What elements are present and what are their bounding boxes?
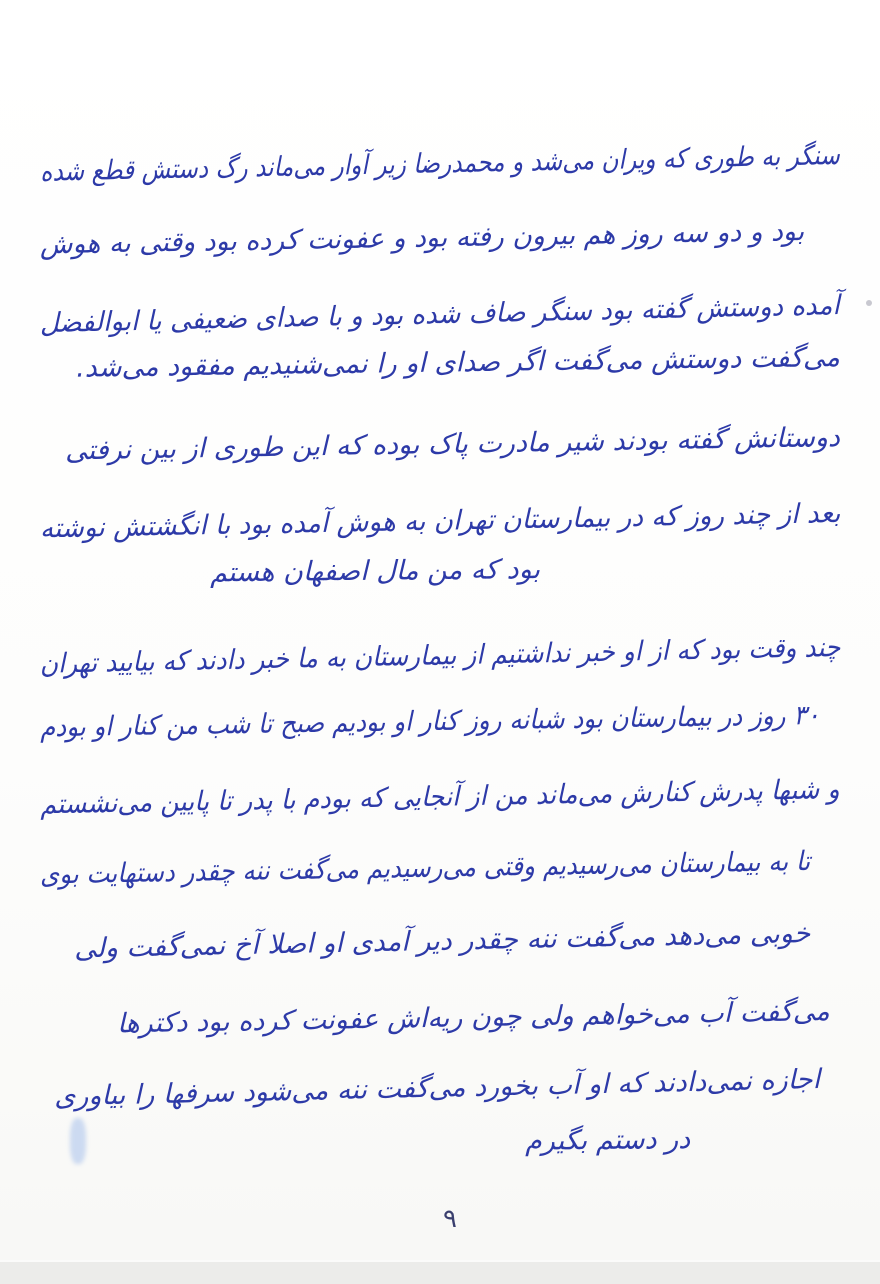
scan-bottom-edge: [0, 1262, 880, 1284]
text-line: بود و دو سه روز هم بیرون رفته بود و عفونت کرده بود وقتی به هوش: [39, 216, 805, 261]
text-line: دوستانش گفته بودند شیر مادرت پاک بوده که این طوری از بین نرفتی: [64, 422, 841, 467]
text-line: آمده دوستش گفته بود سنگر صاف شده بود و با صدای ضعیفی یا ابوالفضل: [39, 290, 841, 340]
text-line: بود که من مال اصفهان هستم: [209, 554, 541, 589]
page-number: ۹: [443, 1204, 457, 1234]
text-line: اجازه نمی‌دادند که او آب بخورد می‌گفت ننه می‌شود سرفها را بیاوری: [53, 1064, 821, 1113]
text-line: و شبها پدرش کنارش می‌ماند من از آنجایی که بودم با پدر تا پایین می‌نشستم: [40, 774, 841, 821]
text-line: سنگر به طوری که ویران می‌شد و محمدرضا زیر آوار می‌ماند رگ دستش قطع شده: [40, 140, 841, 188]
ink-blot: [70, 1118, 86, 1164]
text-line: می‌گفت دوستش می‌گفت اگر صدای او را نمی‌شنیدیم مفقود می‌شد.: [75, 342, 841, 384]
text-line: در دستم بگیرم: [524, 1124, 691, 1157]
text-line: چند وقت بود که از او خبر نداشتیم از بیمارستان به ما خبر دادند که بیایید تهران: [39, 632, 841, 680]
text-line: می‌گفت آب می‌خواهم ولی چون ریه‌اش عفونت کرده بود دکترها: [117, 996, 831, 1040]
text-line: خوبی می‌دهد می‌گفت ننه چقدر دیر آمدی او اصلا آخ نمی‌گفت ولی: [73, 918, 811, 965]
text-line: بعد از چند روز که در بیمارستان تهران به هوش آمده بود با انگشتش نوشته: [39, 498, 841, 545]
paper-speck: [866, 300, 872, 306]
text-line: تا به بیمارستان می‌رسیدیم وقتی می‌رسیدیم می‌گفت ننه چقدر دستهایت بوی: [39, 846, 811, 891]
text-line: ۳۰ روز در بیمارستان بود شبانه روز کنار او بودیم صبح تا شب من کنار او بودم: [40, 700, 821, 744]
